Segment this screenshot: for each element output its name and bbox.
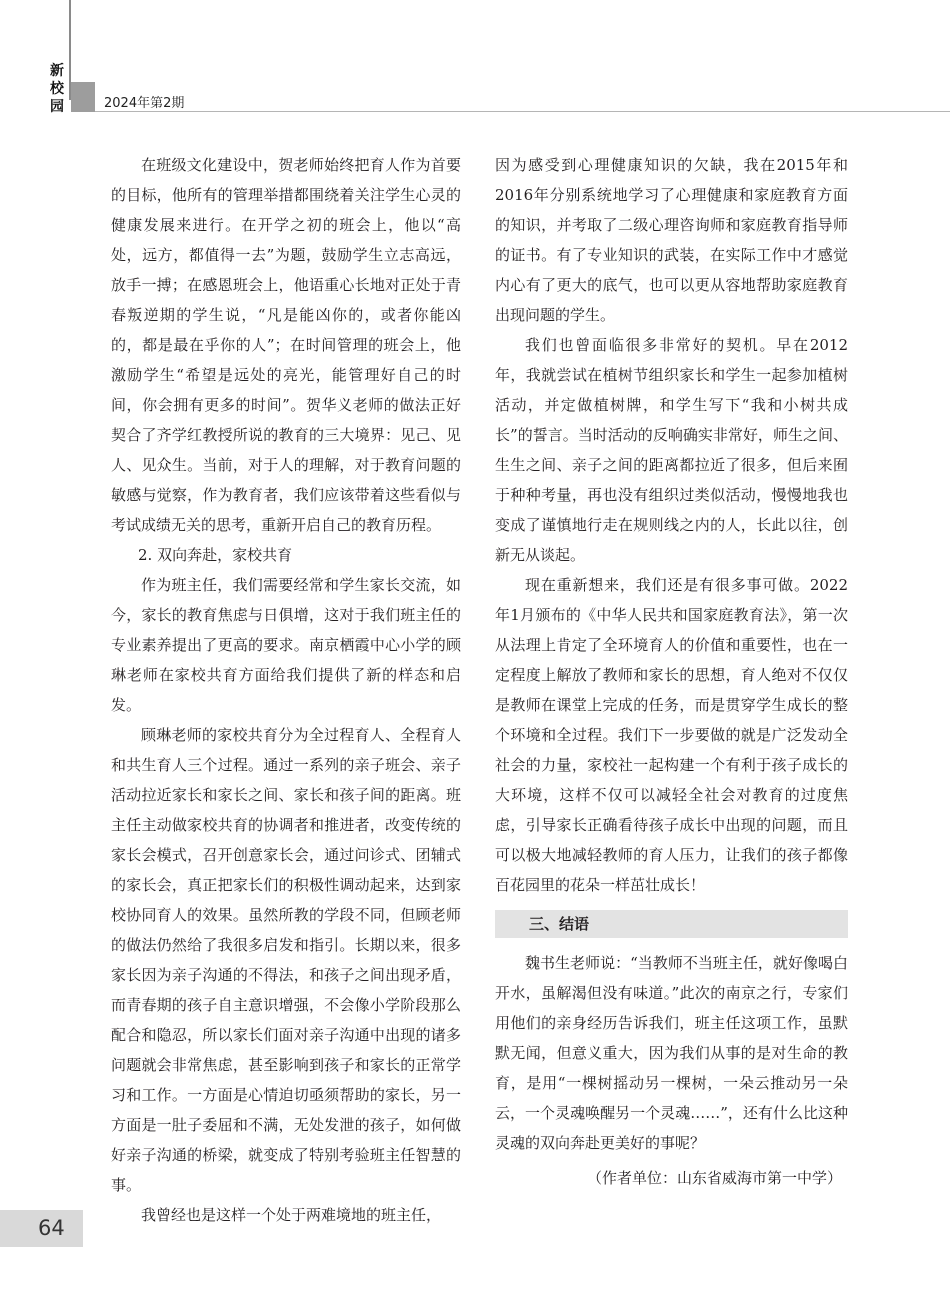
paragraph: 我曾经也是这样一个处于两难境地的班主任， [141,1206,442,1224]
section-heading: 三、结语 [495,910,848,938]
header-horizontal-rule [95,111,950,112]
paragraph: 在班级文化建设中，贺老师始终把育人作为首要的目标，他所有的管理举措都围绕着关注学生心灵的健康发展来进行。在开学之初的班会上，他以“高处，远方，都值得一去”为题，鼓励学生立志高远，放手一搏；在感恩班会上，他语重心长地对正处于青春叛逆期的学生说，“凡是能凶你的，或者你能凶的，都是最在乎你的人”；在时间管理的班会上，他激励学生“希望是远处的亮光，能管理好自己的时间，你会拥有更多的时间”。贺华义老师的做法正好契合了齐学红教授所说的教育的三大境界：见己、见人、见众生。当前，对于人的理解，对于教育问题的敏感与觉察，作为教育者，我们应该带着这些看似与考试成绩无关的思考，重新开启自己的教育历程。 [111,156,461,534]
magazine-title [50,62,70,116]
paragraph: 因为感受到心理健康知识的欠缺，我在2015年和2016年分别系统地学习了心理健康和家庭教育方面的知识，并考取了二级心理咨询师和家庭教育指导师的证书。有了专业知识的武装，在实际工作中才感觉内心有了更大的底气，也可以更从容地帮助家庭教育出现问题的学生。 [495,156,848,324]
author-affiliation: （作者单位：山东省威海市第一中学） [586,1169,842,1187]
issue-label: 2024年第2期 [104,96,185,111]
paragraph: 我们也曾面临很多非常好的契机。早在2012年，我就尝试在植树节组织家长和学生一起参加植树活动，并定做植树牌，和学生写下“我和小树共成长”的誓言。当时活动的反响确实非常好，师生之间、生生之间、亲子之间的距离都拉近了很多，但后来囿于种种考量，再也没有组织过类似活动，慢慢地我也变成了谨慎地行走在规则线之内的人，长此以往，创新无从谈起。 [495,336,848,564]
magazine-title-char: 校 [50,81,64,97]
subheading: 2. 双向奔赴，家校共育 [138,546,293,564]
left-column [111,150,461,1230]
magazine-title-char: 新 [50,63,64,79]
page-number: 64 [38,1216,65,1240]
header-gray-block [71,82,95,112]
right-column [495,150,848,1158]
magazine-title-char: 园 [50,99,64,115]
paragraph: 作为班主任，我们需要经常和学生家长交流，如今，家长的教育焦虑与日俱增，这对于我们班主任的专业素养提出了更高的要求。南京栖霞中心小学的顾琳老师在家校共育方面给我们提供了新的样态和启发。 [111,576,461,714]
paragraph: 现在重新想来，我们还是有很多事可做。2022年1月颁布的《中华人民共和国家庭教育法》，第一次从法理上肯定了全环境育人的价值和重要性，也在一定程度上解放了教师和家长的思想，育人绝对不仅仅是教师在课堂上完成的任务，而是贯穿学生成长的整个环境和全过程。我们下一步要做的就是广泛发动全社会的力量，家校社一起构建一个有利于孩子成长的大环境，这样不仅可以减轻全社会对教育的过度焦虑，引导家长正确看待孩子成长中出现的问题，而且可以极大地减轻教师的育人压力，让我们的孩子都像百花园里的花朵一样茁壮成长！ [495,576,848,894]
paragraph: 顾琳老师的家校共育分为全过程育人、全程育人和共生育人三个过程。通过一系列的亲子班会、亲子活动拉近家长和家长之间、家长和孩子间的距离。班主任主动做家校共育的协调者和推进者，改变传统的家长会模式，召开创意家长会，通过问诊式、团辅式的家长会，真正把家长们的积极性调动起来，达到家校协同育人的效果。虽然所教的学段不同，但顾老师的做法仍然给了我很多启发和指引。长期以来，很多家长因为亲子沟通的不得法，和孩子之间出现矛盾，而青春期的孩子自主意识增强，不会像小学阶段那么配合和隐忍，所以家长们面对亲子沟通中出现的诸多问题就会非常焦虑，甚至影响到孩子和家长的正常学习和工作。一方面是心情迫切亟须帮助的家长，另一方面是一肚子委屈和不满，无处发泄的孩子，如何做好亲子沟通的桥梁，就变成了特别考验班主任智慧的事。 [111,726,461,1194]
paragraph: 魏书生老师说：“当教师不当班主任，就好像喝白开水，虽解渴但没有味道。”此次的南京之行，专家们用他们的亲身经历告诉我们，班主任这项工作，虽默默无闻，但意义重大，因为我们从事的是对生命的教育，是用“一棵树摇动另一棵树，一朵云推动另一朵云，一个灵魂唤醒另一个灵魂……”，还有什么比这种灵魂的双向奔赴更美好的事呢？ [495,954,848,1152]
